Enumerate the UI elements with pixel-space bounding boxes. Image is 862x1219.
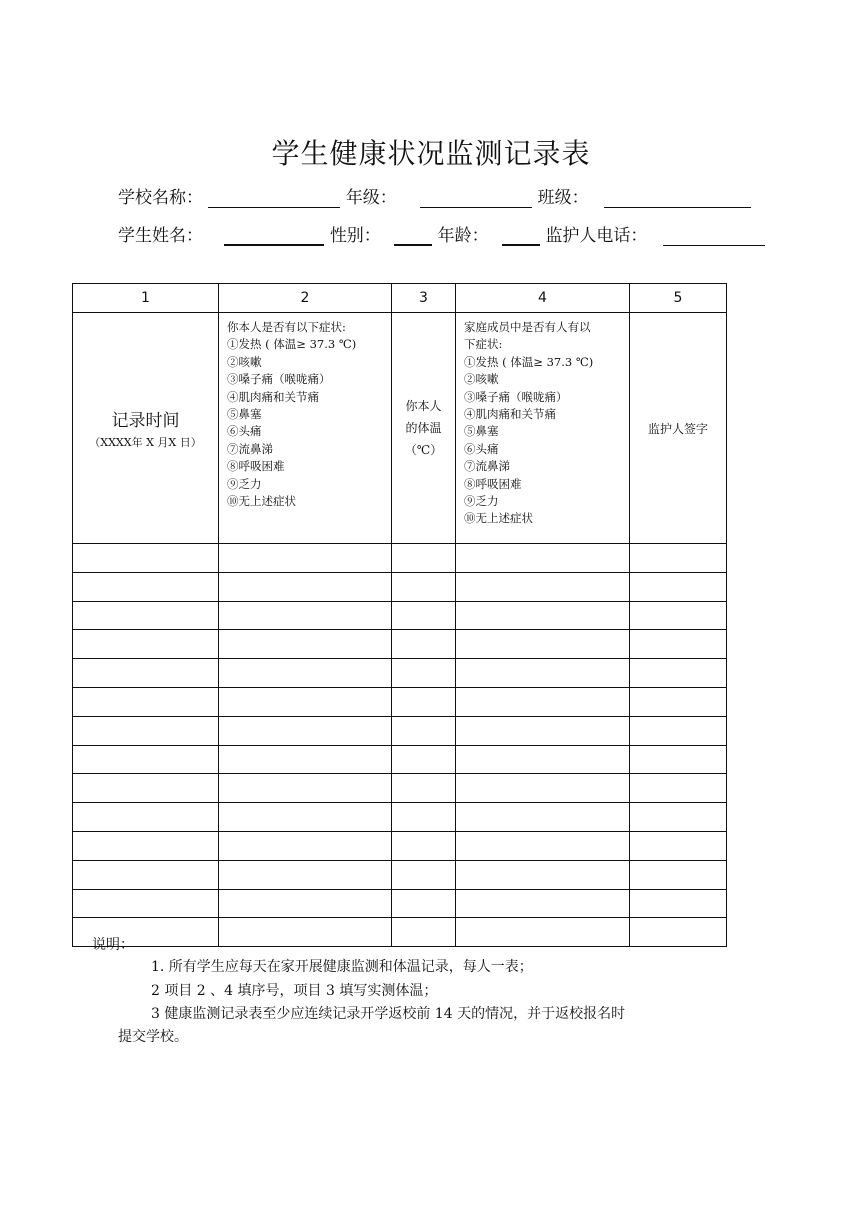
self-symptoms-header [219, 313, 392, 544]
entry-row [73, 716, 727, 745]
family-symptoms-cell[interactable] [456, 687, 630, 716]
self-symptom-item: ⑦流鼻涕 [227, 441, 273, 456]
family-symptoms-cell[interactable] [456, 889, 630, 918]
record-time-cell[interactable] [73, 572, 219, 601]
family-symptom-item: ②咳嗽 [464, 372, 499, 387]
guardian-signature-cell[interactable] [630, 860, 727, 889]
self-symptoms-cell[interactable] [219, 745, 392, 774]
temperature-cell[interactable] [392, 860, 456, 889]
class-label: 班级： [537, 188, 589, 208]
family-symptoms-cell[interactable] [456, 918, 630, 947]
family-symptom-item: ①发热 ( 体温≥ 37.3 ℃) [464, 354, 594, 369]
info-row-1 [118, 183, 751, 208]
self-symptom-item: ⑧呼吸困难 [227, 459, 285, 474]
self-symptoms-cell[interactable] [219, 544, 392, 573]
record-time-cell[interactable] [73, 659, 219, 688]
column-number-row [73, 284, 727, 313]
family-symptoms-cell[interactable] [456, 803, 630, 832]
family-symptoms-cell[interactable] [456, 601, 630, 630]
family-symptoms-cell[interactable] [456, 659, 630, 688]
age-label: 年龄： [437, 226, 489, 246]
guardian-phone-field[interactable] [663, 227, 765, 246]
guardian-signature-cell[interactable] [630, 659, 727, 688]
temperature-label-line: 你本人 [405, 399, 442, 413]
record-time-cell[interactable] [73, 745, 219, 774]
guardian-phone-label: 监护人电话： [545, 226, 648, 246]
info-row-2 [118, 221, 765, 246]
student-name-field[interactable] [224, 226, 324, 246]
family-symptom-item: ⑤鼻塞 [464, 424, 499, 439]
guardian-signature-header: 监护人签字 [630, 313, 727, 544]
entry-row [73, 803, 727, 832]
column-description-row [73, 313, 727, 544]
self-symptom-item: ⑥头痛 [227, 424, 262, 439]
temperature-cell[interactable] [392, 716, 456, 745]
self-symptoms-cell[interactable] [219, 630, 392, 659]
record-time-cell[interactable] [73, 716, 219, 745]
family-symptoms-cell[interactable] [456, 716, 630, 745]
guardian-signature-cell[interactable] [630, 601, 727, 630]
temperature-cell[interactable] [392, 745, 456, 774]
entry-row [73, 745, 727, 774]
note-item-3: 3 健康监测记录表至少应连续记录开学返校前 14 天的情况，并于返校报名时 [151, 1006, 626, 1022]
record-time-cell[interactable] [73, 831, 219, 860]
guardian-signature-cell[interactable] [630, 745, 727, 774]
family-symptoms-cell[interactable] [456, 860, 630, 889]
guardian-signature-cell[interactable] [630, 687, 727, 716]
column-number-2: 2 [219, 284, 392, 313]
guardian-signature-cell[interactable] [630, 774, 727, 803]
self-symptoms-cell[interactable] [219, 659, 392, 688]
class-field[interactable] [604, 189, 751, 208]
temperature-cell[interactable] [392, 659, 456, 688]
self-symptoms-cell[interactable] [219, 601, 392, 630]
temperature-header [392, 313, 456, 544]
entry-row [73, 831, 727, 860]
student-name-label: 学生姓名： [118, 226, 203, 246]
temperature-label-line: 的体温 [405, 421, 442, 435]
temperature-cell[interactable] [392, 803, 456, 832]
temperature-cell[interactable] [392, 918, 456, 947]
self-symptom-item: ①发热 ( 体温≥ 37.3 ℃) [227, 337, 357, 352]
temperature-cell[interactable] [392, 687, 456, 716]
guardian-signature-cell[interactable] [630, 918, 727, 947]
family-symptoms-header [456, 313, 630, 544]
temperature-cell[interactable] [392, 544, 456, 573]
record-time-cell[interactable] [73, 601, 219, 630]
self-symptom-item: ②咳嗽 [227, 354, 262, 369]
family-symptoms-cell[interactable] [456, 774, 630, 803]
column-number-1: 1 [73, 284, 219, 313]
entry-row [73, 601, 727, 630]
family-symptom-item: ⑥头痛 [464, 441, 499, 456]
entry-row [73, 659, 727, 688]
guardian-signature-cell[interactable] [630, 716, 727, 745]
self-symptom-item: ④肌肉痛和关节痛 [227, 389, 319, 404]
gender-label: 性别： [329, 226, 381, 246]
entry-row [73, 687, 727, 716]
entry-rows [73, 544, 727, 947]
guardian-signature-cell[interactable] [630, 630, 727, 659]
family-symptoms-cell[interactable] [456, 831, 630, 860]
self-symptom-item: ③嗓子痛（喉咙痛） [227, 372, 331, 387]
note-item-1: 1. 所有学生应每天在家开展健康监测和体温记录，每人一表； [151, 959, 533, 975]
temperature-unit: （℃） [404, 443, 443, 457]
family-symptom-item: ⑨乏力 [464, 494, 499, 509]
self-symptoms-cell[interactable] [219, 716, 392, 745]
record-time-cell[interactable] [73, 774, 219, 803]
temperature-cell[interactable] [392, 889, 456, 918]
school-name-label: 学校名称： [118, 188, 203, 208]
self-symptoms-cell[interactable] [219, 831, 392, 860]
record-time-cell[interactable] [73, 630, 219, 659]
column-number-3: 3 [392, 284, 456, 313]
record-time-cell[interactable] [73, 803, 219, 832]
self-symptoms-cell[interactable] [219, 918, 392, 947]
entry-row [73, 630, 727, 659]
column-number-5: 5 [630, 284, 727, 313]
age-field[interactable] [502, 226, 540, 246]
family-symptom-item: ⑦流鼻涕 [464, 459, 510, 474]
temperature-cell[interactable] [392, 601, 456, 630]
self-symptoms-cell[interactable] [219, 774, 392, 803]
self-symptoms-cell[interactable] [219, 803, 392, 832]
family-symptoms-question: 家庭成员中是否有人有以 [464, 320, 591, 334]
entry-row [73, 572, 727, 601]
family-symptoms-cell[interactable] [456, 544, 630, 573]
form-title: 学生健康状况监测记录表 [271, 137, 591, 170]
guardian-signature-cell[interactable] [630, 889, 727, 918]
record-time-cell[interactable] [73, 544, 219, 573]
guardian-signature-cell[interactable] [630, 572, 727, 601]
family-symptoms-cell[interactable] [456, 630, 630, 659]
guardian-signature-cell[interactable] [630, 831, 727, 860]
family-symptom-item: ③嗓子痛（喉咙痛） [464, 389, 568, 404]
grade-field[interactable] [420, 189, 532, 208]
notes-heading: 说明： [92, 937, 134, 953]
family-symptoms-cell[interactable] [456, 572, 630, 601]
entry-row [73, 774, 727, 803]
guardian-signature-cell[interactable] [630, 544, 727, 573]
family-symptom-item: ⑩无上述症状 [464, 511, 533, 526]
temperature-cell[interactable] [392, 831, 456, 860]
gender-field[interactable] [394, 226, 432, 246]
record-time-format: （XXXX年 X 月X 日） [89, 436, 202, 449]
note-item-3-continued: 提交学校。 [118, 1029, 188, 1045]
self-symptom-item: ⑩无上述症状 [227, 494, 296, 509]
monitoring-table [72, 283, 727, 947]
record-time-cell[interactable] [73, 889, 219, 918]
family-symptom-item: ④肌肉痛和关节痛 [464, 407, 556, 422]
temperature-cell[interactable] [392, 630, 456, 659]
self-symptoms-cell[interactable] [219, 572, 392, 601]
grade-label: 年级： [345, 188, 397, 208]
self-symptom-item: ⑤鼻塞 [227, 407, 262, 422]
family-symptom-item: ⑧呼吸困难 [464, 476, 522, 491]
school-name-field[interactable] [208, 189, 340, 208]
self-symptoms-question: 你本人是否有以下症状: [227, 320, 346, 334]
record-time-title: 记录时间 [111, 411, 180, 431]
column-number-4: 4 [456, 284, 630, 313]
record-time-cell[interactable] [73, 687, 219, 716]
entry-row [73, 544, 727, 573]
note-item-2: 2 项目 2 、4 填序号，项目 3 填写实测体温； [151, 983, 438, 999]
self-symptoms-cell[interactable] [219, 860, 392, 889]
self-symptoms-cell[interactable] [219, 889, 392, 918]
family-symptoms-cell[interactable] [456, 745, 630, 774]
family-symptoms-question: 下症状: [464, 337, 503, 352]
guardian-signature-cell[interactable] [630, 803, 727, 832]
temperature-cell[interactable] [392, 774, 456, 803]
record-time-cell[interactable] [73, 860, 219, 889]
record-time-header [73, 313, 219, 544]
entry-row [73, 889, 727, 918]
self-symptoms-cell[interactable] [219, 687, 392, 716]
entry-row [73, 860, 727, 889]
temperature-cell[interactable] [392, 572, 456, 601]
entry-row [73, 918, 727, 947]
self-symptom-item: ⑨乏力 [227, 476, 262, 491]
